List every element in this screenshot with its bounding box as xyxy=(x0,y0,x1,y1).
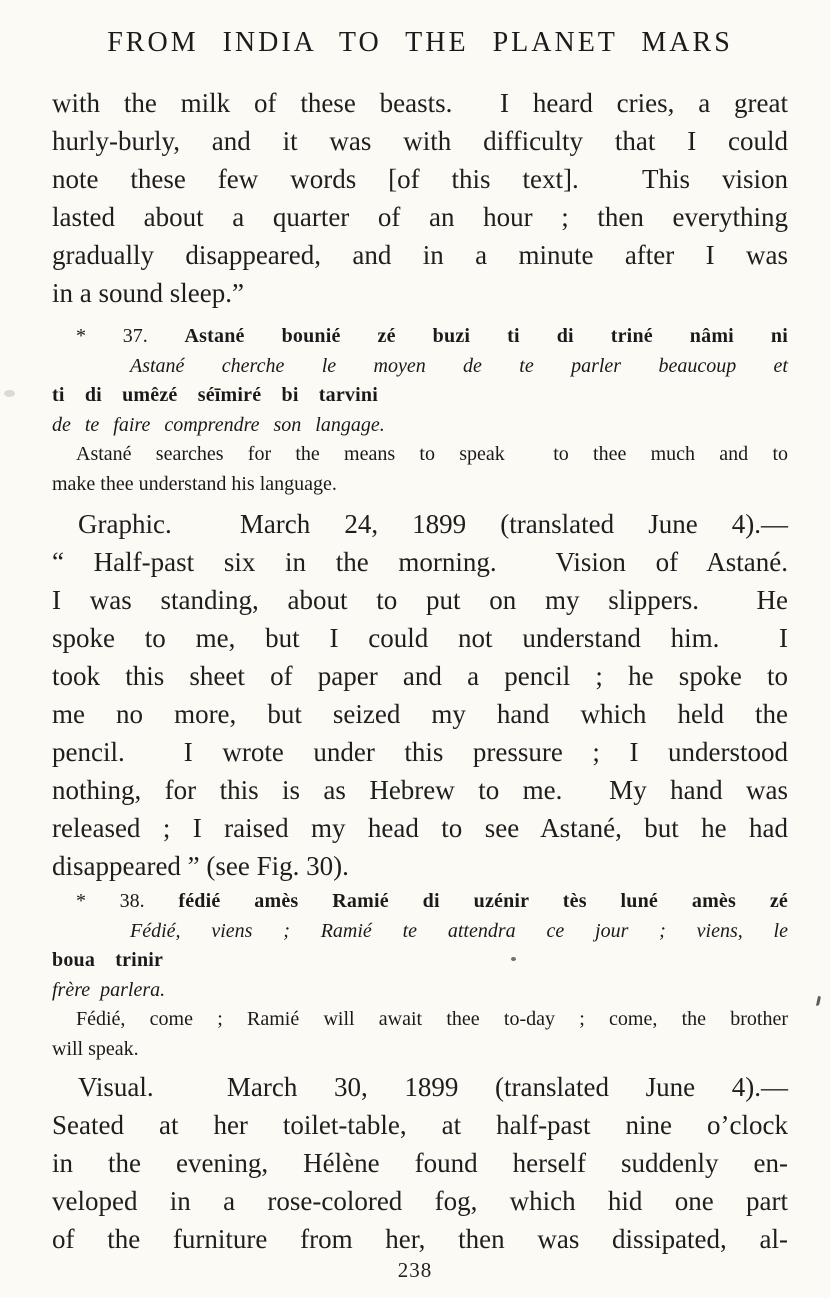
entry-number: * 37. xyxy=(76,325,148,347)
text-line: veloped in a rose-colored fog, which hid one part xyxy=(52,1186,788,1216)
french-gloss-line: Fédié, viens ; Ramié te attendra ce jour ; viens, le xyxy=(130,919,788,942)
scan-artifact-dot xyxy=(511,957,516,961)
entry-number: * 38. xyxy=(76,890,145,912)
paragraph-continuation xyxy=(52,84,788,312)
text-line: Visual. March 30, 1899 (translated June 4).— xyxy=(78,1072,788,1102)
text-line: hurly-burly, and it was with difficulty that I could xyxy=(52,126,788,156)
page-number: 238 xyxy=(397,1258,433,1282)
english-translation-line: Astané searches for the means to speak to thee much and to xyxy=(76,443,788,465)
martian-text-block-38 xyxy=(52,887,788,1064)
martian-text-block-37 xyxy=(52,322,788,499)
english-translation-line: will speak. xyxy=(52,1037,139,1060)
martian-line xyxy=(52,887,788,917)
martian-line: ti di umêzé séīmiré bi tarvini xyxy=(52,384,378,406)
text-line: in the evening, Hélène found herself suddenly en- xyxy=(52,1148,788,1178)
text-line: lasted about a quarter of an hour ; then everything xyxy=(52,202,788,232)
running-head: FROM INDIA TO THE PLANET MARS xyxy=(107,27,733,58)
text-line: released ; I raised my head to see Astané, but he had xyxy=(52,813,788,843)
scan-artifact-smudge xyxy=(4,390,15,397)
text-line: “ Half-past six in the morning. Vision of Astané. xyxy=(52,547,788,577)
text-line: I was standing, about to put on my slippers. He xyxy=(52,585,788,615)
text-line: disappeared ” (see Fig. 30). xyxy=(52,851,349,881)
french-gloss-line: frère parlera. xyxy=(52,978,166,1001)
text-line: gradually disappeared, and in a minute after I was xyxy=(52,240,788,270)
text-line: note these few words [of this text]. This vision xyxy=(52,164,788,194)
english-translation-line: make thee understand his language. xyxy=(52,472,337,495)
french-gloss-line: de te faire comprendre son langage. xyxy=(52,413,385,436)
text-line: me no more, but seized my hand which held the xyxy=(52,699,788,729)
text-line: of the furniture from her, then was dissipated, al- xyxy=(52,1224,788,1254)
text-line: Graphic. March 24, 1899 (translated June 4).— xyxy=(78,509,788,539)
text-line: took this sheet of paper and a pencil ; he spoke to xyxy=(52,661,788,691)
martian-line xyxy=(52,322,788,352)
text-line: in a sound sleep.” xyxy=(52,278,244,308)
french-gloss-line: Astané cherche le moyen de te parler beaucoup et xyxy=(130,354,788,377)
martian-text: fédié amès Ramié di uzénir tès luné amès zé xyxy=(178,890,789,912)
martian-text: Astané bounié zé buzi ti di triné nâmi ni xyxy=(184,325,788,347)
text-line: nothing, for this is as Hebrew to me. My hand was xyxy=(52,775,788,805)
paragraph-graphic xyxy=(52,505,788,885)
scan-artifact-comma xyxy=(816,996,821,1006)
martian-line: boua trinir xyxy=(52,949,164,971)
text-line: Seated at her toilet-table, at half-past nine o’clock xyxy=(52,1110,788,1140)
text-line: with the milk of these beasts. I heard cries, a great xyxy=(52,88,788,118)
text-line: pencil. I wrote under this pressure ; I understood xyxy=(52,737,788,767)
paragraph-visual xyxy=(52,1068,788,1258)
english-translation-line: Fédié, come ; Ramié will await thee to-day ; come, the brother xyxy=(76,1008,788,1030)
text-line: spoke to me, but I could not understand him. I xyxy=(52,623,788,653)
